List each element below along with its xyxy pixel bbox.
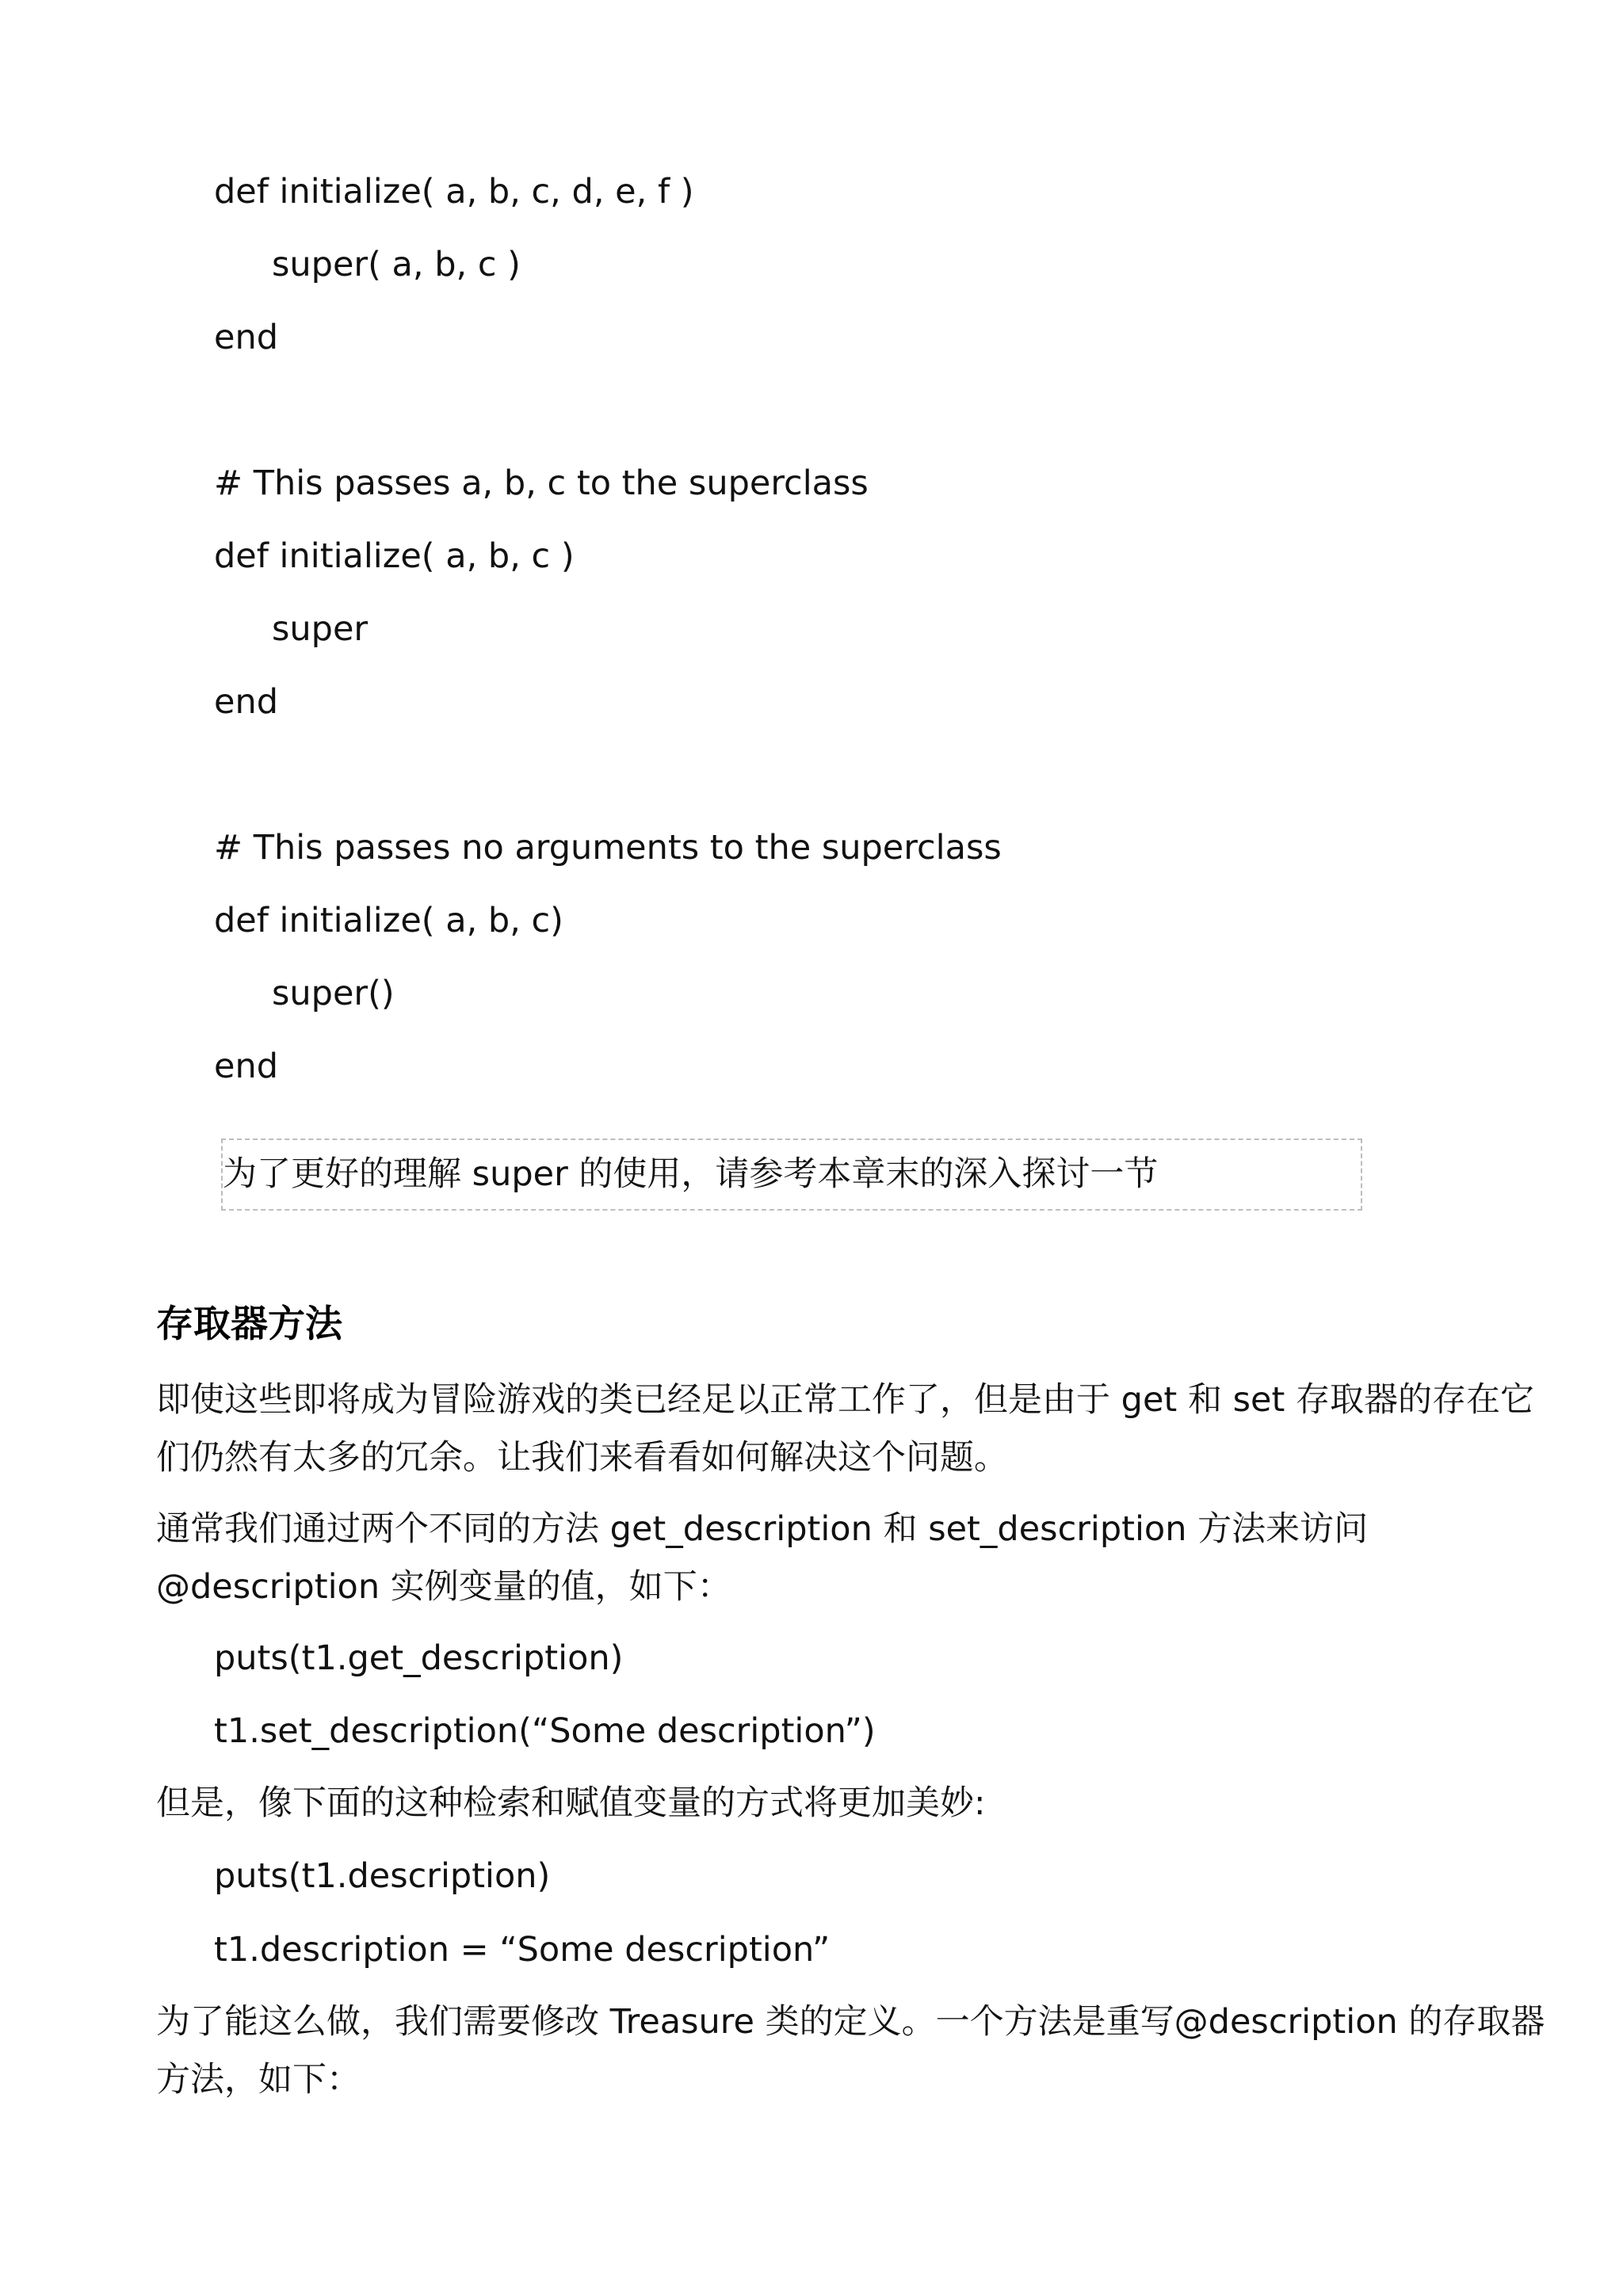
code-line: end xyxy=(214,318,279,357)
code-line: super xyxy=(272,609,369,649)
paragraph-line: 们仍然有太多的冗余。让我们来看看如何解决这个问题。 xyxy=(156,1438,1008,1478)
code-comment: # This passes a, b, c to the superclass xyxy=(214,463,869,503)
section-heading: 存取器方法 xyxy=(156,1302,342,1346)
note-box xyxy=(221,1138,1362,1211)
code-line: super() xyxy=(272,974,395,1013)
code-line: end xyxy=(214,682,279,722)
code-line: def initialize( a, b, c, d, e, f ) xyxy=(214,172,694,212)
code-line: puts(t1.description) xyxy=(214,1856,551,1896)
note-text: 为了更好的理解 super 的使用，请参考本章末的深入探讨一节 xyxy=(223,1154,1159,1194)
code-line: def initialize( a, b, c ) xyxy=(214,536,575,576)
code-comment: # This passes no arguments to the superclass xyxy=(214,828,1002,868)
code-line: end xyxy=(214,1047,279,1086)
paragraph-line: 方法，如下： xyxy=(156,2060,361,2100)
paragraph-line: 为了能这么做，我们需要修改 Treasure 类的定义。一个方法是重写@description 的存取器 xyxy=(156,2002,1545,2042)
code-line: t1.description = “Some description” xyxy=(214,1930,831,1970)
paragraph-line: @description 实例变量的值，如下： xyxy=(156,1567,731,1607)
paragraph-line: 但是，像下面的这种检索和赋值变量的方式将更加美妙: xyxy=(156,1783,986,1823)
code-line: t1.set_description(“Some description”) xyxy=(214,1711,876,1751)
paragraph-line: 通常我们通过两个不同的方法 get_description 和 set_description 方法来访问 xyxy=(156,1509,1369,1549)
code-line: puts(t1.get_description) xyxy=(214,1638,624,1678)
code-line: super( a, b, c ) xyxy=(272,245,521,284)
code-line: def initialize( a, b, c) xyxy=(214,901,563,940)
paragraph-line: 即使这些即将成为冒险游戏的类已经足以正常工作了，但是由于 get 和 set 存取器的存在它 xyxy=(156,1380,1535,1420)
